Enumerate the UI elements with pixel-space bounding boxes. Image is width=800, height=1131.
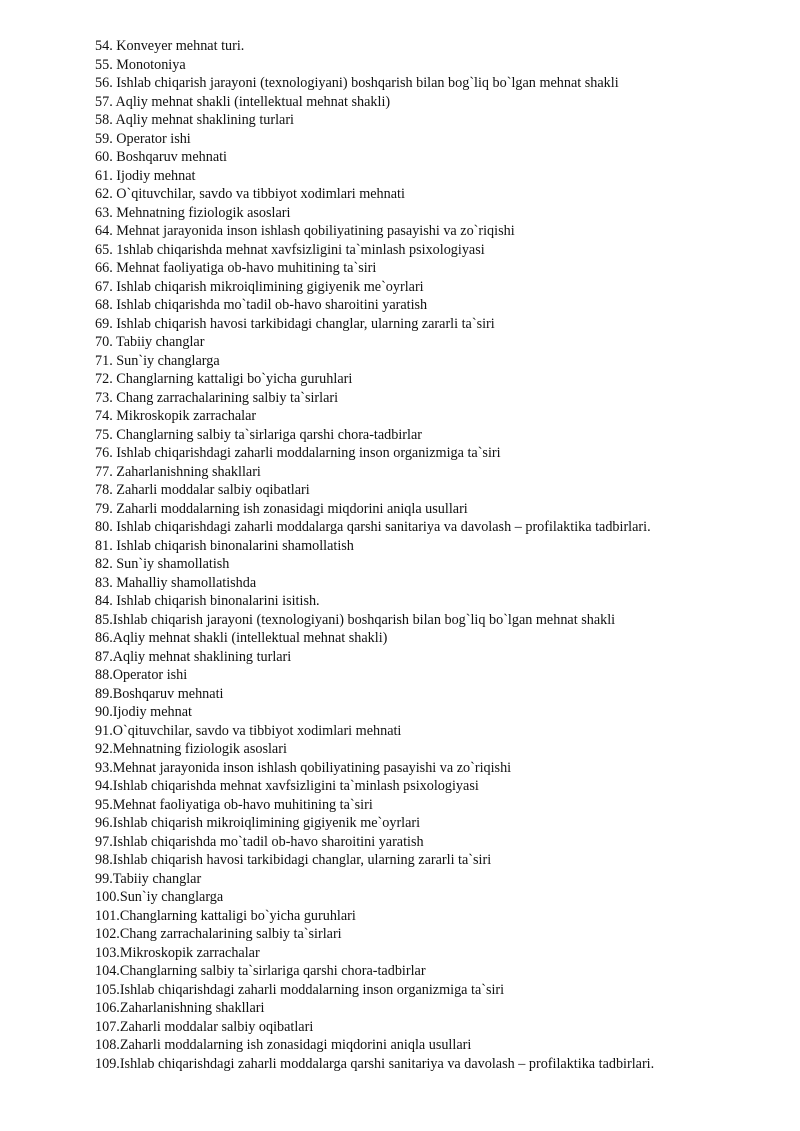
list-item: 95.Mehnat faoliyatiga ob-havo muhitining ta`siri [95,796,373,813]
list-item: 78. Zaharli moddalar salbiy oqibatlari [95,482,310,498]
list-item: 109.Ishlab chiqarishdagi zaharli moddalarga qarshi sanitariya va davolash – profilaktika tadbirlari. [95,1055,655,1072]
list-item: 87.Aqliy mehnat shaklining turlari [95,648,292,665]
list-item: 103.Mikroskopik zarrachalar [95,944,260,961]
list-item: 84. Ishlab chiqarish binonalarini isitish. [95,593,320,609]
list-item: 89.Boshqaruv mehnati [95,685,224,702]
list-item: 98.Ishlab chiqarish havosi tarkibidagi changlar, ularning zararli ta`siri [95,852,492,868]
list-item: 94.Ishlab chiqarishda mehnat xavfsizligini ta`minlash psixologiyasi [95,778,479,794]
list-item: 65. 1shlab chiqarishda mehnat xavfsizligini ta`minlash psixologiyasi [95,241,485,258]
list-item: 83. Mahalliy shamollatishda [95,574,257,591]
list-item: 97.Ishlab chiqarishda mo`tadil ob-havo sharoitini yaratish [95,833,424,850]
list-item: 63. Mehnatning fiziologik asoslari [95,204,291,221]
question-list [95,37,785,1073]
list-item: 61. Ijodiy mehnat [95,167,196,184]
list-item: 64. Mehnat jarayonida inson ishlash qobiliyatining pasayishi va zo`riqishi [95,223,515,239]
list-item: 76. Ishlab chiqarishdagi zaharli moddalarning inson organizmiga ta`siri [95,445,501,461]
list-item: 108.Zaharli moddalarning ish zonasidagi miqdorini aniqla usullari [95,1037,472,1053]
list-item: 79. Zaharli moddalarning ish zonasidagi miqdorini aniqla usullari [95,500,468,517]
list-item: 91.O`qituvchilar, savdo va tibbiyot xodimlari mehnati [95,722,402,739]
list-item: 85.Ishlab chiqarish jarayoni (texnologiyani) boshqarish bilan bog`liq bo`lgan mehnat shakli [95,611,616,628]
list-item: 57. Aqliy mehnat shakli (intellektual mehnat shakli) [95,93,391,110]
list-item: 99.Tabiiy changlar [95,870,202,887]
list-item: 72. Changlarning kattaligi bo`yicha guruhlari [95,371,353,387]
list-item: 56. Ishlab chiqarish jarayoni (texnologiyani) boshqarish bilan bog`liq bo`lgan mehnat shakli [95,75,619,91]
list-item: 75. Changlarning salbiy ta`sirlariga qarshi chora-tadbirlar [95,426,422,443]
list-item: 92.Mehnatning fiziologik asoslari [95,741,287,757]
list-item: 67. Ishlab chiqarish mikroiqlimining gigiyenik me`oyrlari [95,278,424,295]
list-item: 69. Ishlab chiqarish havosi tarkibidagi changlar, ularning zararli ta`siri [95,315,495,332]
list-item: 73. Chang zarrachalarining salbiy ta`sirlari [95,389,339,406]
list-item: 68. Ishlab chiqarishda mo`tadil ob-havo sharoitini yaratish [95,297,428,313]
list-item: 104.Changlarning salbiy ta`sirlariga qarshi chora-tadbirlar [95,963,426,979]
list-item: 58. Aqliy mehnat shaklining turlari [95,112,294,128]
list-item: 66. Mehnat faoliyatiga ob-havo muhitining ta`siri [95,260,377,276]
list-item: 106.Zaharlanishning shakllari [95,1000,265,1016]
list-item: 88.Operator ishi [95,667,188,683]
list-item: 96.Ishlab chiqarish mikroiqlimining gigiyenik me`oyrlari [95,815,421,831]
list-item: 60. Boshqaruv mehnati [95,149,228,165]
list-item: 71. Sun`iy changlarga [95,352,220,369]
list-item: 81. Ishlab chiqarish binonalarini shamollatish [95,537,354,554]
list-item: 90.Ijodiy mehnat [95,704,192,720]
list-item: 82. Sun`iy shamollatish [95,556,230,572]
list-item: 86.Aqliy mehnat shakli (intellektual mehnat shakli) [95,630,388,646]
list-item: 55. Monotoniya [95,56,186,73]
list-item: 80. Ishlab chiqarishdagi zaharli moddalarga qarshi sanitariya va davolash – profilaktika tadbirlari. [95,519,651,535]
list-item: 74. Mikroskopik zarrachalar [95,408,257,424]
list-item: 54. Konveyer mehnat turi. [95,38,245,54]
list-item: 105.Ishlab chiqarishdagi zaharli moddalarning inson organizmiga ta`siri [95,981,505,998]
list-item: 107.Zaharli moddalar salbiy oqibatlari [95,1018,314,1035]
list-item: 70. Tabiiy changlar [95,334,205,350]
list-item: 93.Mehnat jarayonida inson ishlash qobiliyatining pasayishi va zo`riqishi [95,759,512,776]
list-item: 59. Operator ishi [95,130,191,147]
list-item: 62. O`qituvchilar, savdo va tibbiyot xodimlari mehnati [95,186,405,202]
list-item: 102.Chang zarrachalarining salbiy ta`sirlari [95,926,342,942]
list-item: 100.Sun`iy changlarga [95,889,224,905]
list-item: 77. Zaharlanishning shakllari [95,463,261,480]
list-item: 101.Changlarning kattaligi bo`yicha guruhlari [95,907,356,924]
